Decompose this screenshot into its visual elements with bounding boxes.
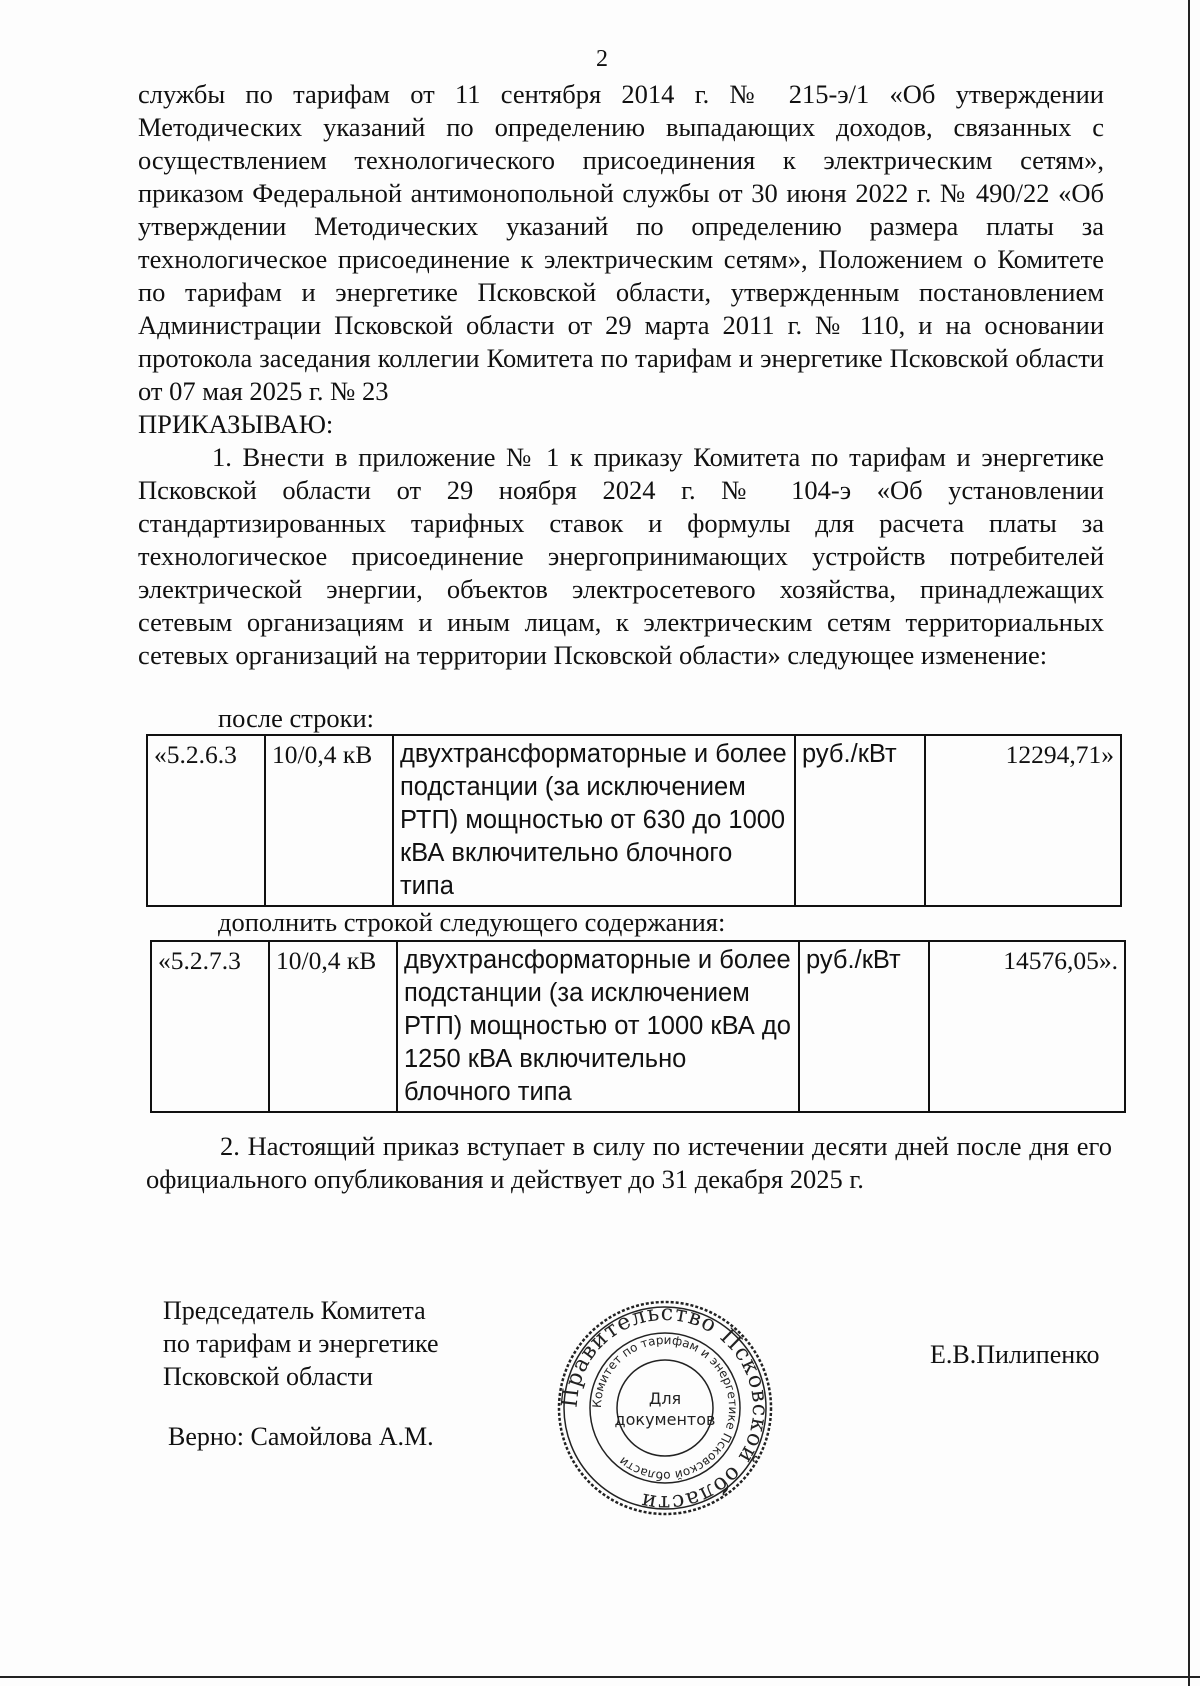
row-code: «5.2.7.3 [151, 941, 269, 1112]
signatory-name: Е.В.Пилипенко [930, 1340, 1100, 1369]
clause-1: 1. Внести в приложение № 1 к приказу Комитета по тарифам и энергетике Псковской области от 29 ноября 2024 г. № 104-э «Об установлении стандартизированных тарифных ставок и формулы для расчета платы за технологическое присоединение энергопринимающих устройств потребителей электрической энергии, объектов электросетевого хозяйства, принадлежащих сетевым организациям и иным лицам, к электрическим сетям территориальных сетевых организаций на территории Псковской области» следующее изменение: [138, 442, 1104, 670]
row-unit: руб./кВт [799, 941, 929, 1112]
seal-inner-text: Комитет по тарифам и энергетике Псковской области [589, 1332, 741, 1484]
signatory-title-line-3: Псковской области [163, 1362, 373, 1391]
signatory-title-line-2: по тарифам и энергетике [163, 1329, 439, 1358]
row-voltage: 10/0,4 кВ [265, 735, 393, 906]
scan-edge-right [1188, 0, 1190, 1686]
page-number: 2 [596, 46, 608, 72]
scan-edge-bottom [0, 1676, 1200, 1678]
row-unit: руб./кВт [795, 735, 925, 906]
body-text-bottom [146, 1130, 1112, 1196]
seal-center-line-1: Для [648, 1389, 682, 1408]
add-row-label: дополнить строкой следующего содержания: [218, 907, 726, 937]
table-row [151, 941, 1125, 1112]
body-text-top [138, 78, 1104, 672]
intro-paragraph: службы по тарифам от 11 сентября 2014 г. № 215-э/1 «Об утверждении Методических указаний по определению выпадающих доходов, связанных с осуществлением технологического присоединения к электрическим сетям», приказом Федеральной антимонопольной службы от 30 июня 2022 г. № 490/22 «Об утверждении Методических указаний по определению размера платы за технологическое присоединение к электрическим сетям», Положением о Комитете по тарифам и энергетике Псковской области, утвержденным постановлением Администрации Псковской области от 29 марта 2011 г. № 110, и на основании протокола заседания коллегии Комитета по тарифам и энергетике Псковской области от 07 мая 2025 г. № 23 [138, 79, 1104, 406]
seal-inner-ring [617, 1360, 713, 1456]
official-seal-stamp [555, 1298, 775, 1518]
row-description: двухтрансформаторные и более подстанции (за исключением РТП) мощностью от 630 до 1000 кВА включительно блочного типа [393, 735, 795, 906]
row-value: 12294,71» [925, 735, 1121, 906]
table-row [147, 735, 1121, 906]
tariff-table-new [150, 940, 1126, 1113]
row-code: «5.2.6.3 [147, 735, 265, 906]
seal-outer-text: Правительство Псковской области [557, 1300, 773, 1516]
clause-2: 2. Настоящий приказ вступает в силу по истечении десяти дней после дня его официального опубликования и действует до 31 декабря 2025 г. [146, 1131, 1112, 1194]
row-voltage: 10/0,4 кВ [269, 941, 397, 1112]
seal-center-line-2: документов [614, 1410, 716, 1429]
tariff-table-existing [146, 734, 1122, 907]
signatory-title-line-1: Председатель Комитета [163, 1296, 426, 1325]
row-description: двухтрансформаторные и более подстанции (за исключением РТП) мощностью от 1000 кВА до 1250 кВА включительно блочного типа [397, 941, 799, 1112]
row-value: 14576,05». [929, 941, 1125, 1112]
certified-copy-note: Верно: Самойлова А.М. [168, 1422, 434, 1451]
after-row-label: после строки: [218, 703, 375, 733]
order-heading: ПРИКАЗЫВАЮ: [138, 409, 334, 439]
signatory-title [163, 1294, 439, 1393]
